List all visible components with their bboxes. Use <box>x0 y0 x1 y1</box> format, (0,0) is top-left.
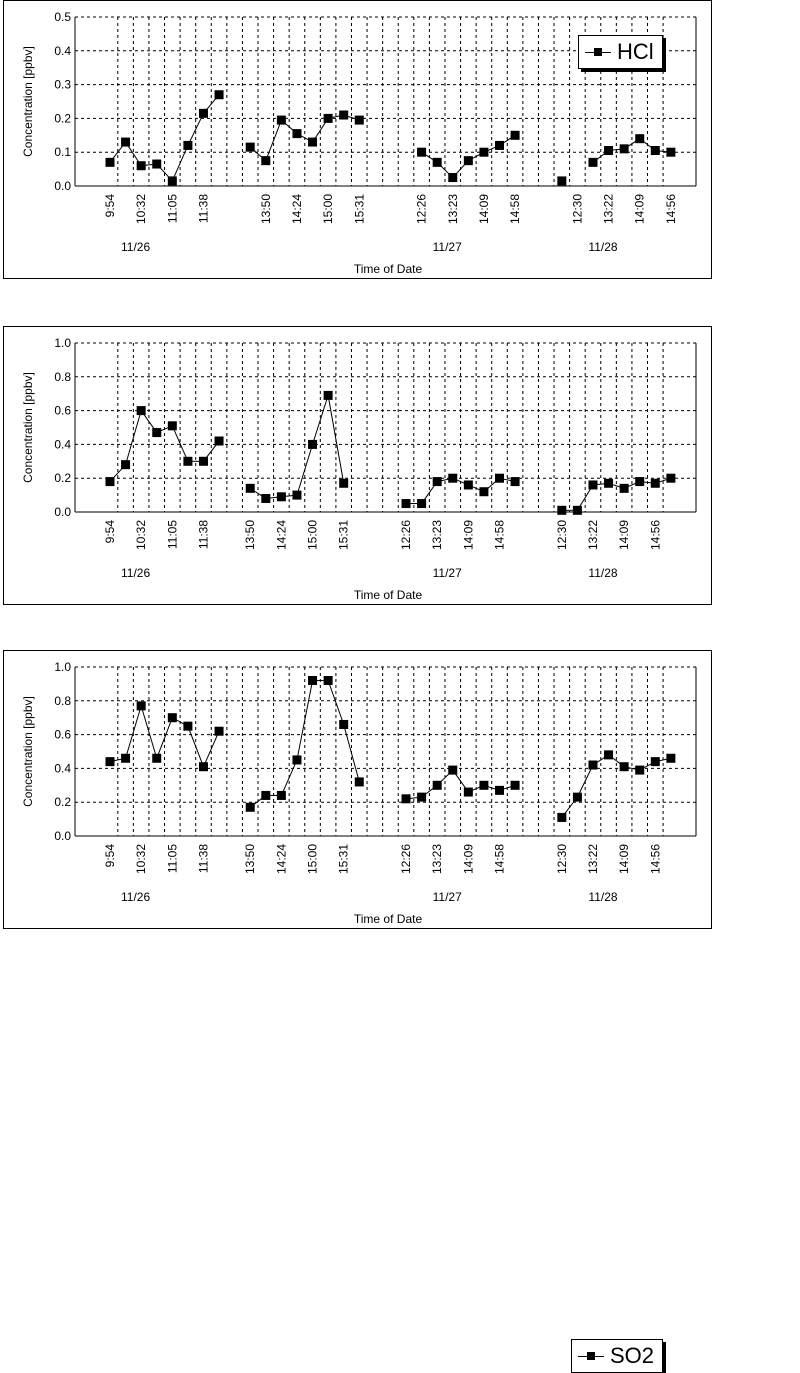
series-line-segment <box>126 411 142 465</box>
series-line-segment <box>188 726 204 767</box>
x-tick-label: 15:31 <box>336 520 351 551</box>
data-point <box>604 750 613 759</box>
data-point <box>137 161 146 170</box>
data-point <box>261 156 270 165</box>
date-label: 11/26 <box>121 566 151 580</box>
data-point <box>121 460 130 469</box>
data-point <box>557 813 566 822</box>
data-point <box>666 148 675 157</box>
x-tick-label: 14:24 <box>274 520 289 551</box>
date-label: 11/27 <box>432 240 462 254</box>
y-tick-label: 0.8 <box>54 369 71 384</box>
data-point <box>402 499 411 508</box>
data-point <box>183 141 192 150</box>
data-point <box>604 146 613 155</box>
x-tick-label: 12:30 <box>554 520 569 551</box>
date-label: 11/26 <box>121 240 151 254</box>
date-label: 11/28 <box>588 890 618 904</box>
x-axis-title: Time of Date <box>353 912 423 926</box>
x-tick-label: 12:26 <box>399 520 414 551</box>
series-line-segment <box>141 706 157 758</box>
data-point <box>277 116 286 125</box>
x-tick-label: 14:09 <box>632 194 647 225</box>
chart-panel-hno3 <box>3 326 712 605</box>
y-tick-label: 1.0 <box>54 336 71 350</box>
x-tick-label: 11:38 <box>196 194 211 224</box>
x-tick-label: 12:26 <box>399 844 414 875</box>
data-point <box>199 762 208 771</box>
x-tick-label: 13:22 <box>585 520 600 551</box>
data-point <box>168 176 177 185</box>
data-point <box>199 457 208 466</box>
x-tick-label: 11:05 <box>165 520 180 550</box>
x-tick-label: 10:32 <box>134 194 149 225</box>
data-point <box>152 428 161 437</box>
data-point <box>620 484 629 493</box>
chart-svg-so2 <box>4 651 713 930</box>
data-point <box>417 499 426 508</box>
x-tick-label: 13:23 <box>445 194 460 225</box>
x-axis-title: Time of Date <box>353 262 423 276</box>
data-point <box>106 477 115 486</box>
series-line-segment <box>203 731 219 766</box>
y-tick-label: 0.5 <box>54 10 71 24</box>
x-tick-label: 13:50 <box>243 520 258 551</box>
data-point <box>292 129 301 138</box>
data-point <box>121 754 130 763</box>
data-point <box>588 761 597 770</box>
data-point <box>620 144 629 153</box>
data-point <box>495 141 504 150</box>
data-point <box>183 457 192 466</box>
x-tick-label: 15:31 <box>336 844 351 875</box>
series-line-segment <box>172 426 188 461</box>
x-tick-label: 13:50 <box>258 194 273 225</box>
x-tick-label: 14:09 <box>461 520 476 551</box>
x-tick-label: 9:54 <box>103 194 117 218</box>
x-tick-label: 13:23 <box>430 844 445 875</box>
chart-svg-hno3 <box>4 327 713 606</box>
data-point <box>588 480 597 489</box>
data-point <box>261 791 270 800</box>
y-tick-label: 0.6 <box>54 727 71 742</box>
x-tick-label: 15:31 <box>352 194 367 225</box>
legend-hcl <box>578 35 663 69</box>
x-tick-label: 13:23 <box>430 520 445 551</box>
legend-marker-icon <box>585 45 611 59</box>
data-point <box>246 143 255 152</box>
y-tick-label: 0.4 <box>54 761 71 776</box>
y-tick-label: 0.0 <box>54 505 71 519</box>
x-tick-label: 13:22 <box>585 844 600 875</box>
x-tick-label: 13:50 <box>243 844 258 875</box>
data-point <box>448 173 457 182</box>
data-point <box>573 793 582 802</box>
data-point <box>292 755 301 764</box>
data-point <box>402 794 411 803</box>
data-point <box>635 477 644 486</box>
data-point <box>417 148 426 157</box>
data-point <box>557 506 566 515</box>
data-point <box>355 116 364 125</box>
data-point <box>588 158 597 167</box>
data-point <box>324 114 333 123</box>
data-point <box>448 474 457 483</box>
data-point <box>308 138 317 147</box>
x-tick-label: 12:26 <box>414 194 429 225</box>
y-tick-label: 0.3 <box>54 77 71 92</box>
x-tick-label: 14:09 <box>617 520 632 551</box>
data-point <box>511 131 520 140</box>
data-point <box>479 487 488 496</box>
data-point <box>106 158 115 167</box>
x-tick-label: 14:24 <box>289 194 304 225</box>
data-point <box>261 494 270 503</box>
legend-so2 <box>571 1339 663 1373</box>
data-point <box>324 676 333 685</box>
data-point <box>199 109 208 118</box>
x-tick-label: 14:58 <box>492 520 507 551</box>
data-point <box>339 720 348 729</box>
x-tick-label: 15:00 <box>305 844 320 875</box>
data-point <box>651 479 660 488</box>
data-point <box>168 421 177 430</box>
date-label: 11/28 <box>588 240 618 254</box>
x-tick-label: 11:05 <box>165 194 180 224</box>
data-point <box>137 701 146 710</box>
data-point <box>433 477 442 486</box>
y-axis-title: Concentration [ppbv] <box>21 372 35 483</box>
x-tick-label: 9:54 <box>103 844 117 868</box>
date-label: 11/27 <box>432 890 462 904</box>
x-tick-label: 12:30 <box>570 194 585 225</box>
data-point <box>137 406 146 415</box>
data-point <box>433 158 442 167</box>
y-tick-label: 0.0 <box>54 829 71 843</box>
data-point <box>339 111 348 120</box>
y-tick-label: 0.4 <box>54 43 71 58</box>
x-tick-label: 10:32 <box>134 520 149 551</box>
series-line-segment <box>126 706 142 758</box>
data-point <box>277 492 286 501</box>
x-tick-label: 11:38 <box>196 844 211 874</box>
data-point <box>433 781 442 790</box>
data-point <box>121 138 130 147</box>
data-point <box>308 676 317 685</box>
data-point <box>495 474 504 483</box>
y-tick-label: 1.0 <box>54 660 71 674</box>
data-point <box>604 479 613 488</box>
series-line-segment <box>313 395 329 444</box>
data-point <box>620 762 629 771</box>
data-point <box>246 803 255 812</box>
date-label: 11/26 <box>121 890 151 904</box>
x-tick-label: 12:30 <box>554 844 569 875</box>
x-tick-label: 14:09 <box>461 844 476 875</box>
x-tick-label: 14:56 <box>663 194 678 225</box>
y-tick-label: 0.2 <box>54 471 71 486</box>
data-point <box>215 727 224 736</box>
data-point <box>651 757 660 766</box>
x-tick-label: 10:32 <box>134 844 149 875</box>
data-point <box>557 176 566 185</box>
data-point <box>106 757 115 766</box>
data-point <box>215 90 224 99</box>
data-point <box>152 160 161 169</box>
x-axis-title: Time of Date <box>353 588 423 602</box>
x-tick-label: 14:24 <box>274 844 289 875</box>
data-point <box>511 477 520 486</box>
x-tick-label: 14:09 <box>617 844 632 875</box>
data-point <box>308 440 317 449</box>
data-point <box>246 484 255 493</box>
data-point <box>464 480 473 489</box>
data-point <box>511 781 520 790</box>
legend-marker-icon <box>578 1349 604 1363</box>
y-tick-label: 0.2 <box>54 795 71 810</box>
x-tick-label: 9:54 <box>103 520 117 544</box>
data-point <box>464 788 473 797</box>
legend-label: SO2 <box>610 1343 655 1368</box>
x-tick-label: 14:58 <box>508 194 523 225</box>
x-tick-label: 15:00 <box>321 194 336 225</box>
data-point <box>355 777 364 786</box>
data-point <box>168 713 177 722</box>
x-tick-label: 13:22 <box>601 194 616 225</box>
data-point <box>635 766 644 775</box>
data-point <box>666 754 675 763</box>
y-tick-label: 0.2 <box>54 111 71 126</box>
date-label: 11/27 <box>432 566 462 580</box>
x-tick-label: 14:56 <box>648 520 663 551</box>
data-point <box>183 722 192 731</box>
x-tick-label: 14:09 <box>476 194 491 225</box>
y-axis-title: Concentration [ppbv] <box>21 46 35 157</box>
x-tick-label: 11:05 <box>165 844 180 874</box>
data-point <box>215 437 224 446</box>
x-tick-label: 11:38 <box>196 520 211 550</box>
y-tick-label: 0.6 <box>54 403 71 418</box>
y-tick-label: 0.8 <box>54 693 71 708</box>
x-tick-label: 14:56 <box>648 844 663 875</box>
data-point <box>464 156 473 165</box>
data-point <box>277 791 286 800</box>
y-tick-label: 0.0 <box>54 179 71 193</box>
x-tick-label: 15:00 <box>305 520 320 551</box>
data-point <box>651 146 660 155</box>
data-point <box>479 781 488 790</box>
chart-panel-so2 <box>3 650 712 1368</box>
data-point <box>495 786 504 795</box>
date-label: 11/28 <box>588 566 618 580</box>
data-point <box>666 474 675 483</box>
data-point <box>152 754 161 763</box>
y-tick-label: 0.4 <box>54 437 71 452</box>
chart-panel-hcl <box>3 0 712 279</box>
data-point <box>339 479 348 488</box>
data-point <box>292 491 301 500</box>
y-tick-label: 0.1 <box>54 145 71 160</box>
data-point <box>573 506 582 515</box>
legend-label: HCl <box>617 39 654 64</box>
data-point <box>417 793 426 802</box>
data-point <box>324 391 333 400</box>
data-point <box>635 134 644 143</box>
data-point <box>448 766 457 775</box>
data-point <box>479 148 488 157</box>
y-axis-title: Concentration [ppbv] <box>21 696 35 807</box>
x-tick-label: 14:58 <box>492 844 507 875</box>
